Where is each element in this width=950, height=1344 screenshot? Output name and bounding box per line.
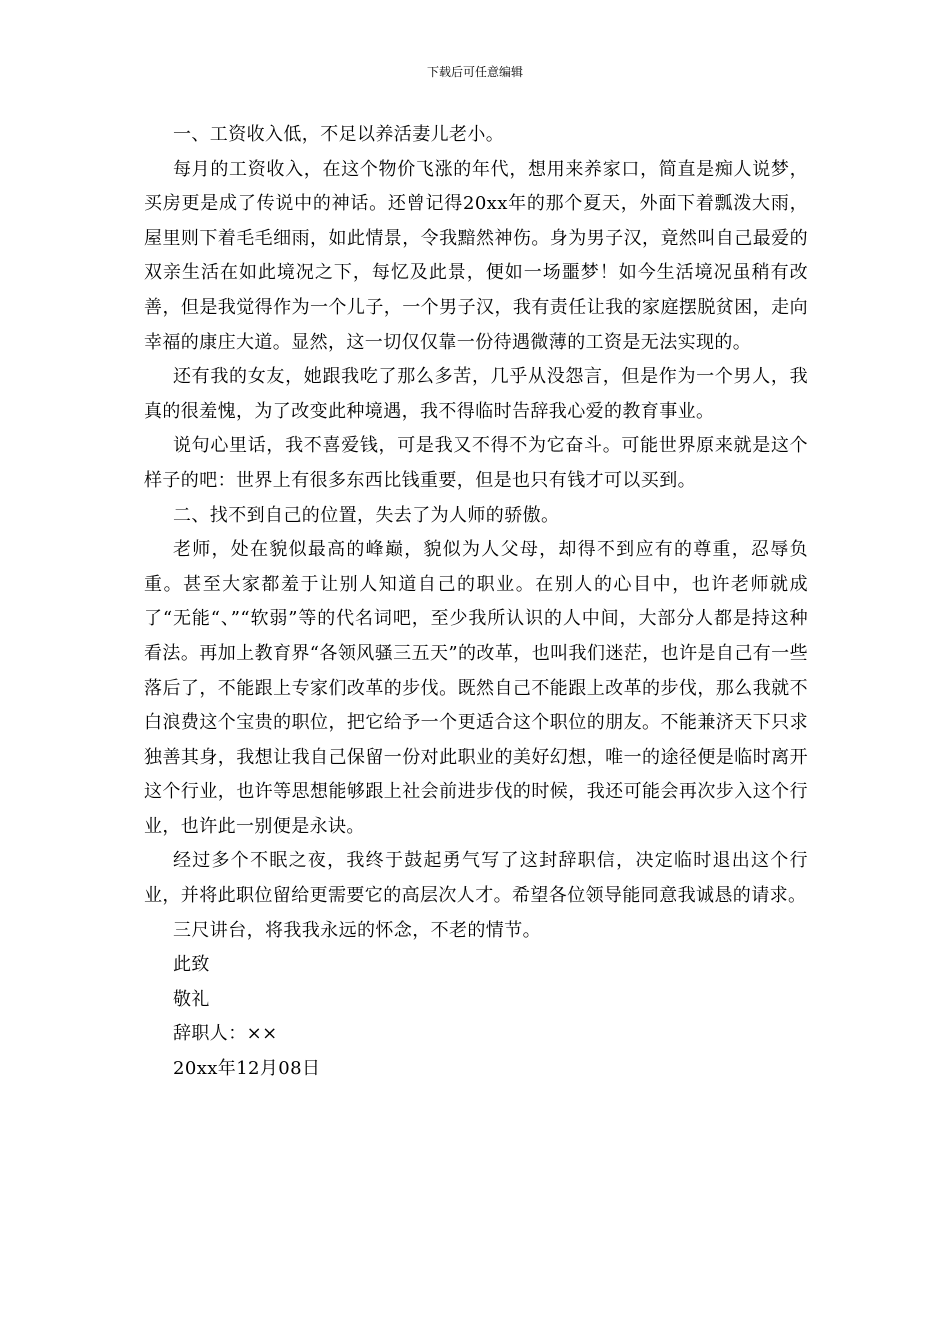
paragraph: 三尺讲台，将我我永远的怀念，不老的情节。 (173, 919, 541, 941)
paragraph: 每月的工资收入，在这个物价飞涨的年代，想用来养家口，简直是痴人说梦，买房更是成了传说中的神话。还曾记得20xx年的那个夏天，外面下着瓢泼大雨，屋里则下着毛毛细雨，如此情景，令我黯然神伤。身为男子汉，竟然叫自己最爱的双亲生活在如此境况之下，每忆及此景，便如一场噩梦！如今生活境况虽稍有改善，但是我觉得作为一个儿子，一个男子汉，我有责任让我的家庭摆脱贫困，走向幸福的康庄大道。显然，这一切仅仅靠一份待遇微薄的工资是无法实现的。 (144, 158, 808, 353)
paragraph: 老师，处在貌似最高的峰巅，貌似为人父母，却得不到应有的尊重，忍辱负重。甚至大家都羞于让别人知道自己的职业。在别人的心目中，也许老师就成了“无能“、”“软弱”等的代名词吧，至少我所认识的人中间，大部分人都是持这种看法。再加上教育界“各领风骚三五天”的改革，也叫我们迷茫，也许是自己有一些落后了，不能跟上专家们改革的步伐。既然自己不能跟上改革的步伐，那么我就不白浪费这个宝贵的职位，把它给予一个更适合这个职位的朋友。不能兼济天下只求独善其身，我想让我自己保留一份对此职业的美好幻想，唯一的途径便是临时离开这个行业，也许等思想能够跟上社会前进步伐的时候，我还可能会再次步入这个行业，也许此一别便是永诀。 (144, 539, 808, 837)
page-header-note: 下载后可任意编辑 (426, 65, 523, 79)
closing-line: 此致 (173, 954, 210, 976)
salutation-line: 敬礼 (173, 988, 210, 1010)
paragraph: 还有我的女友，她跟我吃了那么多苦，几乎从没怨言，但是作为一个男人，我真的很羞愧，为了改变此种境遇，我不得临时告辞我心爱的教育事业。 (144, 366, 808, 422)
signature-line: 辞职人：×× (173, 1023, 278, 1045)
paragraph: 说句心里话，我不喜爱钱，可是我又不得不为它奋斗。可能世界原来就是这个样子的吧：世界上有很多东西比钱重要，但是也只有钱才可以买到。 (144, 435, 808, 491)
letter-body (144, 118, 808, 1087)
date-line: 20xx年12月08日 (173, 1058, 321, 1080)
paragraph-heading-1: 一、工资收入低，不足以养活妻儿老小。 (173, 124, 505, 145)
paragraph-heading-2: 二、找不到自己的位置，失去了为人师的骄傲。 (173, 504, 560, 526)
paragraph: 经过多个不眠之夜，我终于鼓起勇气写了这封辞职信，决定临时退出这个行业，并将此职位留给更需要它的高层次人才。希望各位领导能同意我诚恳的请求。 (144, 850, 808, 907)
